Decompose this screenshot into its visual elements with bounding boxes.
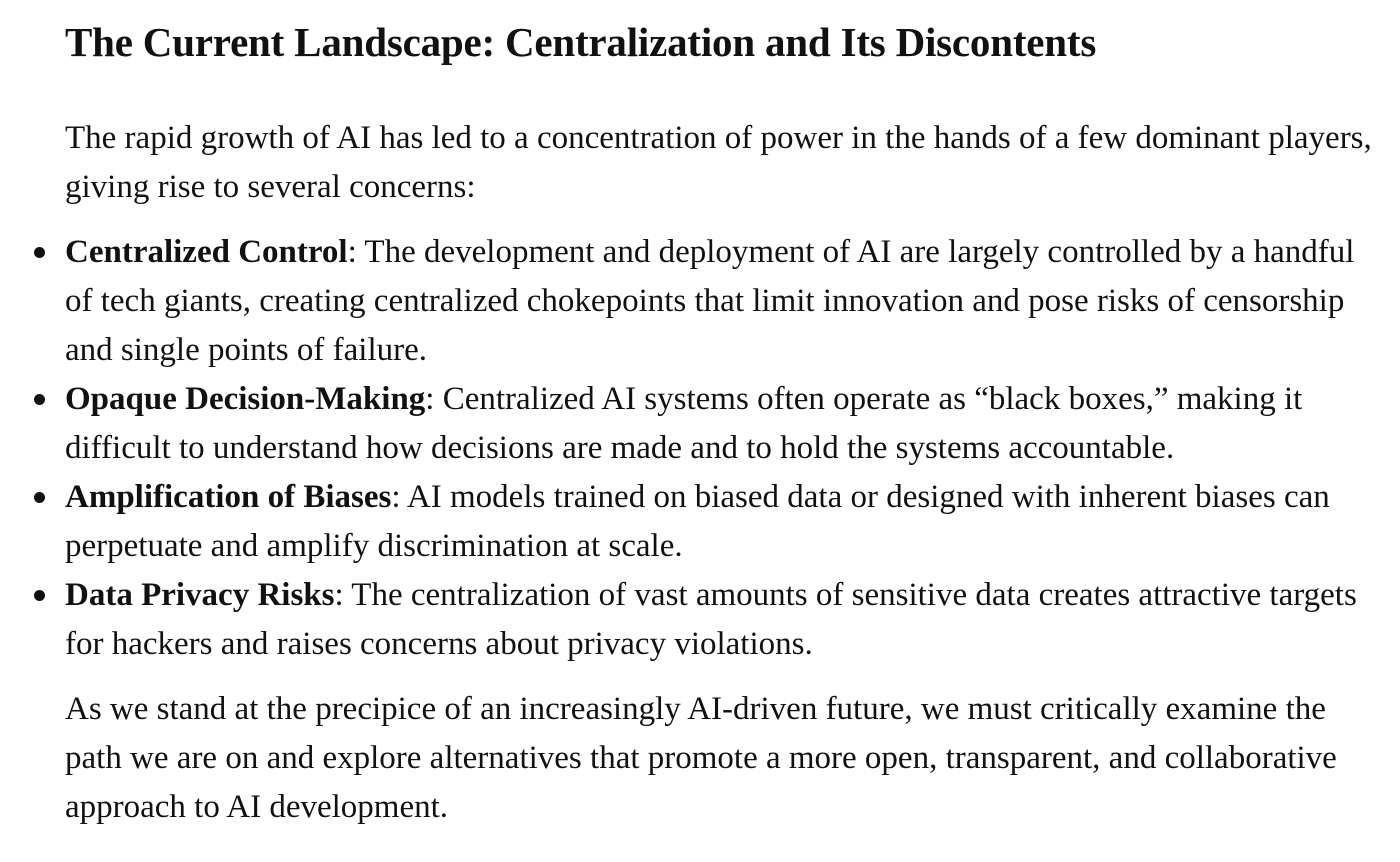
list-item-text: The centralization of vast amounts of sensitive data creates attractive targets for hackers and raises concerns about privacy violations. bbox=[65, 577, 1357, 662]
bullet-icon bbox=[34, 394, 45, 405]
bullet-icon bbox=[34, 247, 45, 258]
list-item-text: The development and deployment of AI are largely controlled by a handful of tech giants, creating centralized chokepoints that limit innovation and pose risks of censorship and single points of failure. bbox=[65, 234, 1355, 368]
list-item-separator: : bbox=[347, 234, 357, 270]
bullet-icon bbox=[34, 492, 45, 503]
list-item-data-privacy-risks bbox=[65, 571, 1375, 669]
list-item-opaque-decision-making bbox=[65, 375, 1375, 473]
intro-paragraph: The rapid growth of AI has led to a concentration of power in the hands of a few dominant players, giving rise to several concerns: bbox=[65, 120, 1372, 205]
list-item-term: Amplification of Biases bbox=[65, 479, 392, 515]
section-heading: The Current Landscape: Centralization and Its Discontents bbox=[65, 19, 1097, 65]
concerns-list bbox=[65, 228, 1375, 669]
list-item-term: Data Privacy Risks bbox=[65, 577, 335, 613]
list-item-separator: : bbox=[391, 479, 401, 515]
list-item-separator: : bbox=[334, 577, 344, 613]
bullet-icon bbox=[34, 590, 45, 601]
list-item-text: AI models trained on biased data or designed with inherent biases can perpetuate and amplify discrimination at scale. bbox=[65, 479, 1330, 564]
list-item-term: Centralized Control bbox=[65, 234, 348, 270]
list-item-amplification-of-biases bbox=[65, 473, 1375, 571]
document-body bbox=[65, 0, 1375, 832]
list-item-term: Opaque Decision-Making bbox=[65, 381, 426, 417]
list-item-centralized-control bbox=[65, 228, 1375, 375]
list-item-separator: : bbox=[425, 381, 435, 417]
list-item-text: Centralized AI systems often operate as “black boxes,” making it difficult to understand how decisions are made and to hold the systems accountable. bbox=[65, 381, 1303, 466]
closing-paragraph: As we stand at the precipice of an increasingly AI-driven future, we must critically examine the path we are on and explore alternatives that promote a more open, transparent, and collaborative approach to AI development. bbox=[65, 691, 1337, 825]
